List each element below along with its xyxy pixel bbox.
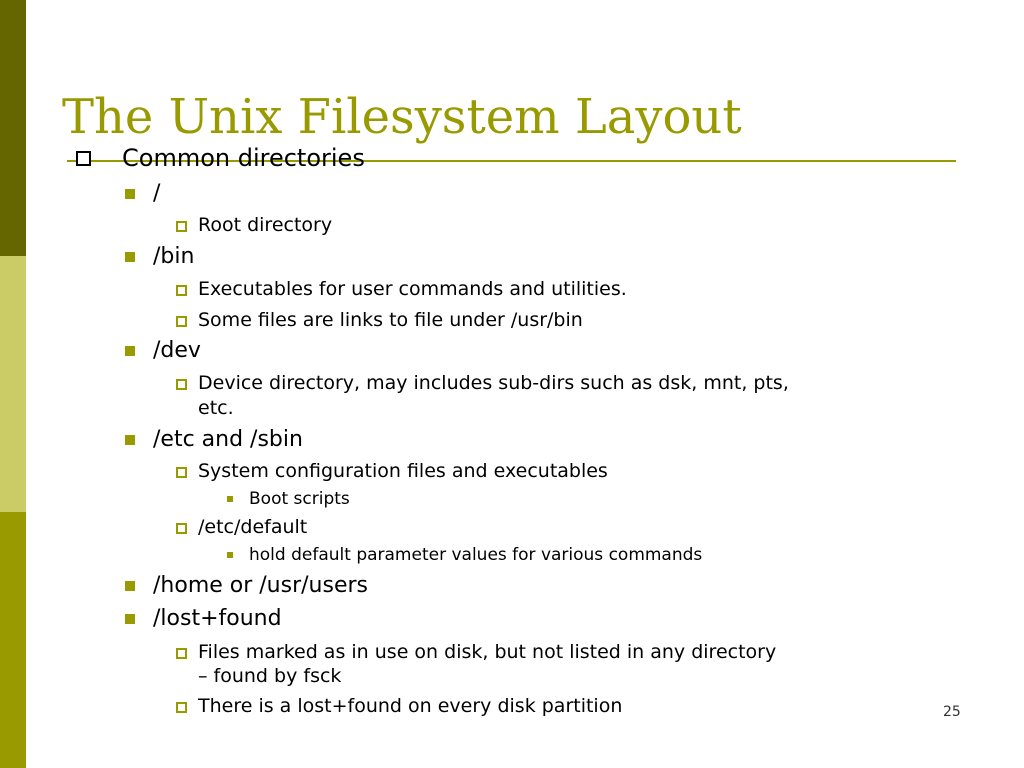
hollow-square-bullet-icon bbox=[176, 648, 187, 659]
item-bin-links: Some files are links to file under /usr/bin bbox=[198, 309, 583, 331]
item-etc-default: /etc/default bbox=[198, 516, 308, 538]
square-bullet-icon bbox=[125, 581, 135, 591]
hollow-square-bullet-icon bbox=[176, 467, 187, 478]
square-bullet-icon bbox=[125, 435, 135, 445]
hollow-square-bullet-icon bbox=[176, 379, 187, 390]
small-square-bullet-icon bbox=[227, 496, 233, 502]
hollow-square-bullet-icon bbox=[176, 285, 187, 296]
square-bullet-icon bbox=[125, 346, 135, 356]
outline-heading: Common directories bbox=[122, 144, 365, 172]
item-lost-found: /lost+found bbox=[153, 606, 282, 631]
item-bin-desc: Executables for user commands and utilities. bbox=[198, 278, 627, 300]
item-home: /home or /usr/users bbox=[153, 573, 368, 598]
hollow-square-bullet-icon bbox=[176, 316, 187, 327]
hollow-square-bullet-icon bbox=[176, 221, 187, 232]
square-bullet-icon bbox=[125, 189, 135, 199]
item-lost-found-partition: There is a lost+found on every disk partition bbox=[198, 695, 623, 717]
item-etc-config: System configuration files and executables bbox=[198, 460, 608, 482]
item-dev-desc: Device directory, may includes sub-dirs such as dsk, mnt, pts, bbox=[198, 372, 789, 394]
item-etc-sbin: /etc and /sbin bbox=[153, 427, 303, 452]
square-bullet-icon bbox=[125, 614, 135, 624]
item-lost-found-desc-continued: – found by fsck bbox=[198, 665, 342, 687]
item-root: / bbox=[153, 181, 161, 206]
item-dev: /dev bbox=[153, 338, 201, 363]
hollow-square-bullet-icon bbox=[76, 151, 91, 166]
item-default-params: hold default parameter values for various commands bbox=[249, 545, 703, 565]
item-bin: /bin bbox=[153, 244, 195, 269]
hollow-square-bullet-icon bbox=[176, 523, 187, 534]
item-root-desc: Root directory bbox=[198, 214, 333, 236]
small-square-bullet-icon bbox=[227, 552, 233, 558]
item-lost-found-desc: Files marked as in use on disk, but not listed in any directory bbox=[198, 641, 777, 663]
slide-title: The Unix Filesystem Layout bbox=[62, 89, 742, 145]
hollow-square-bullet-icon bbox=[176, 702, 187, 713]
item-dev-desc-continued: etc. bbox=[198, 397, 234, 419]
square-bullet-icon bbox=[125, 252, 135, 262]
item-boot-scripts: Boot scripts bbox=[249, 489, 350, 509]
page-number: 25 bbox=[943, 704, 961, 720]
